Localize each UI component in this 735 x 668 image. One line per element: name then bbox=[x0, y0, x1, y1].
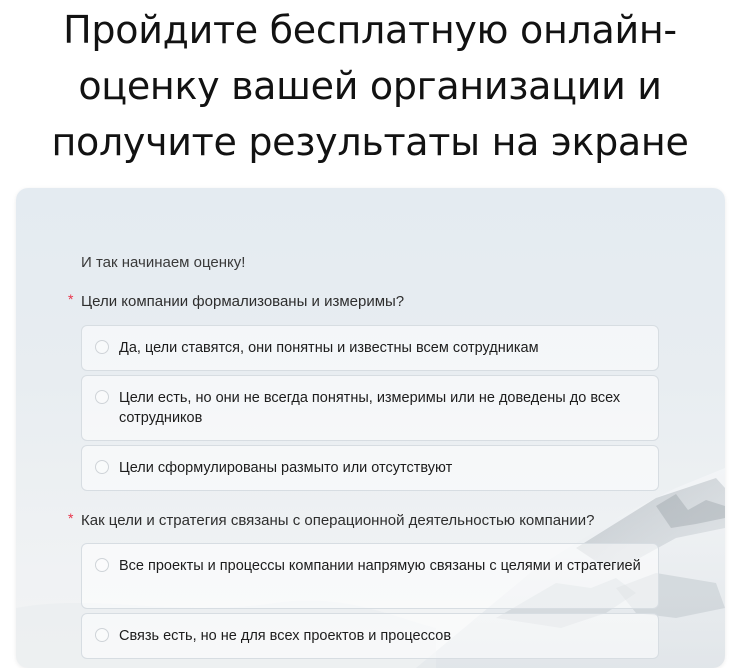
option-partial-link[interactable] bbox=[81, 613, 659, 659]
radio-circle-icon[interactable] bbox=[95, 628, 109, 642]
question-label: Как цели и стратегия связаны с операционной деятельностью компании? bbox=[81, 512, 595, 529]
page-title-line-3: получите результаты на экране bbox=[51, 120, 689, 164]
question-label: Цели компании формализованы и измеримы? bbox=[81, 293, 405, 310]
option-label: Связь есть, но не для всех проектов и процессов bbox=[119, 628, 452, 644]
option-goals-not-always-clear[interactable] bbox=[81, 375, 659, 441]
page-title-line-1: Пройдите бесплатную онлайн- bbox=[63, 8, 677, 52]
radio-circle-icon[interactable] bbox=[95, 390, 109, 404]
option-label: Цели есть, но они не всегда понятны, измеримы или не доведены до всех сотрудников bbox=[119, 390, 621, 426]
question-strategy-operations-link bbox=[68, 512, 594, 529]
assessment-form-card bbox=[16, 188, 725, 668]
option-goals-vague[interactable] bbox=[81, 445, 659, 491]
option-label: Да, цели ставятся, они понятны и известны всем сотрудникам bbox=[119, 340, 539, 356]
page-title bbox=[0, 2, 735, 170]
option-all-projects-linked[interactable] bbox=[81, 543, 659, 609]
option-goals-clear[interactable] bbox=[81, 325, 659, 371]
option-label: Цели сформулированы размыто или отсутствуют bbox=[119, 460, 453, 476]
option-label: Все проекты и процессы компании напрямую связаны с целями и стратегией bbox=[119, 558, 641, 574]
radio-circle-icon[interactable] bbox=[95, 460, 109, 474]
question-goals-formalized bbox=[68, 293, 404, 310]
page-title-line-2: оценку вашей организации и bbox=[78, 64, 662, 108]
form-intro-text: И так начинаем оценку! bbox=[81, 254, 246, 271]
required-marker: * bbox=[68, 510, 74, 526]
required-marker: * bbox=[68, 291, 74, 307]
radio-circle-icon[interactable] bbox=[95, 340, 109, 354]
radio-circle-icon[interactable] bbox=[95, 558, 109, 572]
